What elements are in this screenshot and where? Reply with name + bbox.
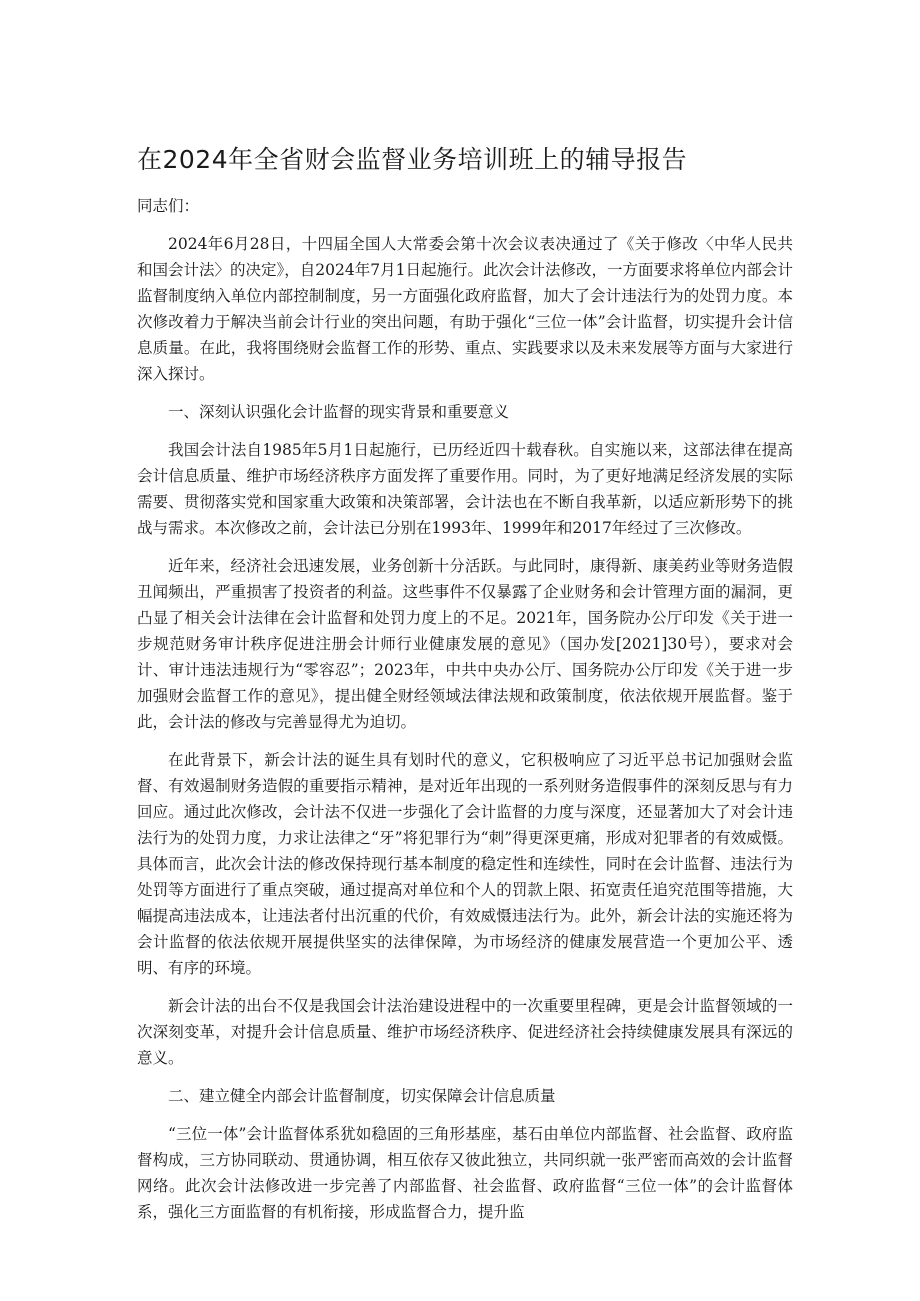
body-paragraph: 在此背景下，新会计法的诞生具有划时代的意义，它积极响应了习近平总书记加强财会监督、有效遏制财务造假的重要指示精神，是对近年出现的一系列财务造假事件的深刻反思与有力回应。通过此次修改，会计法不仅进一步强化了会计监督的力度与深度，还显著加大了对会计违法行为的处罚力度，力求让法律之“牙”将犯罪行为“刺”得更深更痛，形成对犯罪者的有效威慑。具体而言，此次会计法的修改保持现行基本制度的稳定性和连续性，同时在会计监督、违法行为处罚等方面进行了重点突破，通过提高对单位和个人的罚款上限、拓宽责任追究范围等措施，大幅提高违法成本，让违法者付出沉重的代价，有效威慑违法行为。此外，新会计法的实施还将为会计监督的依法依规开展提供坚实的法律保障，为市场经济的健康发展营造一个更加公平、透明、有序的环境。: [137, 751, 793, 977]
section-heading-1: 一、深刻认识强化会计监督的现实背景和重要意义: [168, 403, 510, 421]
body-paragraph: 新会计法的出台不仅是我国会计法治建设进程中的一次重要里程碑，更是会计监督领域的一次深刻变革，对提升会计信息质量、维护市场经济秩序、促进经济社会持续健康发展具有深远的意义。: [137, 997, 793, 1067]
body-paragraph: 近年来，经济社会迅速发展，业务创新十分活跃。与此同时，康得新、康美药业等财务造假丑闻频出，严重损害了投资者的利益。这些事件不仅暴露了企业财务和会计管理方面的漏洞，更凸显了相关会计法律在会计监督和处罚力度上的不足。2021年，国务院办公厅印发《关于进一步规范财务审计秩序促进注册会计师行业健康发展的意见》（国办发[2021]30号），要求对会计、审计违法违规行为“零容忍”；2023年，中共中央办公厅、国务院办公厅印发《关于进一步加强财会监督工作的意见》，提出健全财经领域法律法规和政策制度，依法依规开展监督。鉴于此，会计法的修改与完善显得尤为迫切。: [137, 557, 793, 731]
document-title: 在2024年全省财会监督业务培训班上的辅导报告: [137, 145, 688, 174]
body-paragraph: “三位一体”会计监督体系犹如稳固的三角形基座，基石由单位内部监督、社会监督、政府监督构成，三方协同联动、贯通协调，相互依存又彼此独立，共同织就一张严密而高效的会计监督网络。此次会计法修改进一步完善了内部监督、社会监督、政府监督“三位一体”的会计监督体系，强化三方面监督的有机衔接，形成监督合力，提升监: [137, 1125, 793, 1221]
section-heading-2: 二、建立健全内部会计监督制度，切实保障会计信息质量: [168, 1087, 556, 1105]
intro-paragraph: 2024年6月28日，十四届全国人大常委会第十次会议表决通过了《关于修改〈中华人民共和国会计法〉的决定》，自2024年7月1日起施行。此次会计法修改，一方面要求将单位内部会计监督制度纳入单位内部控制制度，另一方面强化政府监督，加大了会计违法行为的处罚力度。本次修改着力于解决当前会计行业的突出问题，有助于强化“三位一体”会计监督，切实提升会计信息质量。在此，我将围绕财会监督工作的形势、重点、实践要求以及未来发展等方面与大家进行深入探讨。: [137, 235, 793, 383]
salutation: 同志们：: [137, 197, 200, 215]
body-paragraph: 我国会计法自1985年5月1日起施行，已历经近四十载春秋。自实施以来，这部法律在提高会计信息质量、维护市场经济秩序方面发挥了重要作用。同时，为了更好地满足经济发展的实际需要、贯彻落实党和国家重大政策和决策部署，会计法也在不断自我革新，以适应新形势下的挑战与需求。本次修改之前，会计法已分别在1993年、1999年和2017年经过了三次修改。: [137, 441, 793, 537]
document-page: [137, 0, 793, 1301]
document-body: [137, 193, 793, 1237]
